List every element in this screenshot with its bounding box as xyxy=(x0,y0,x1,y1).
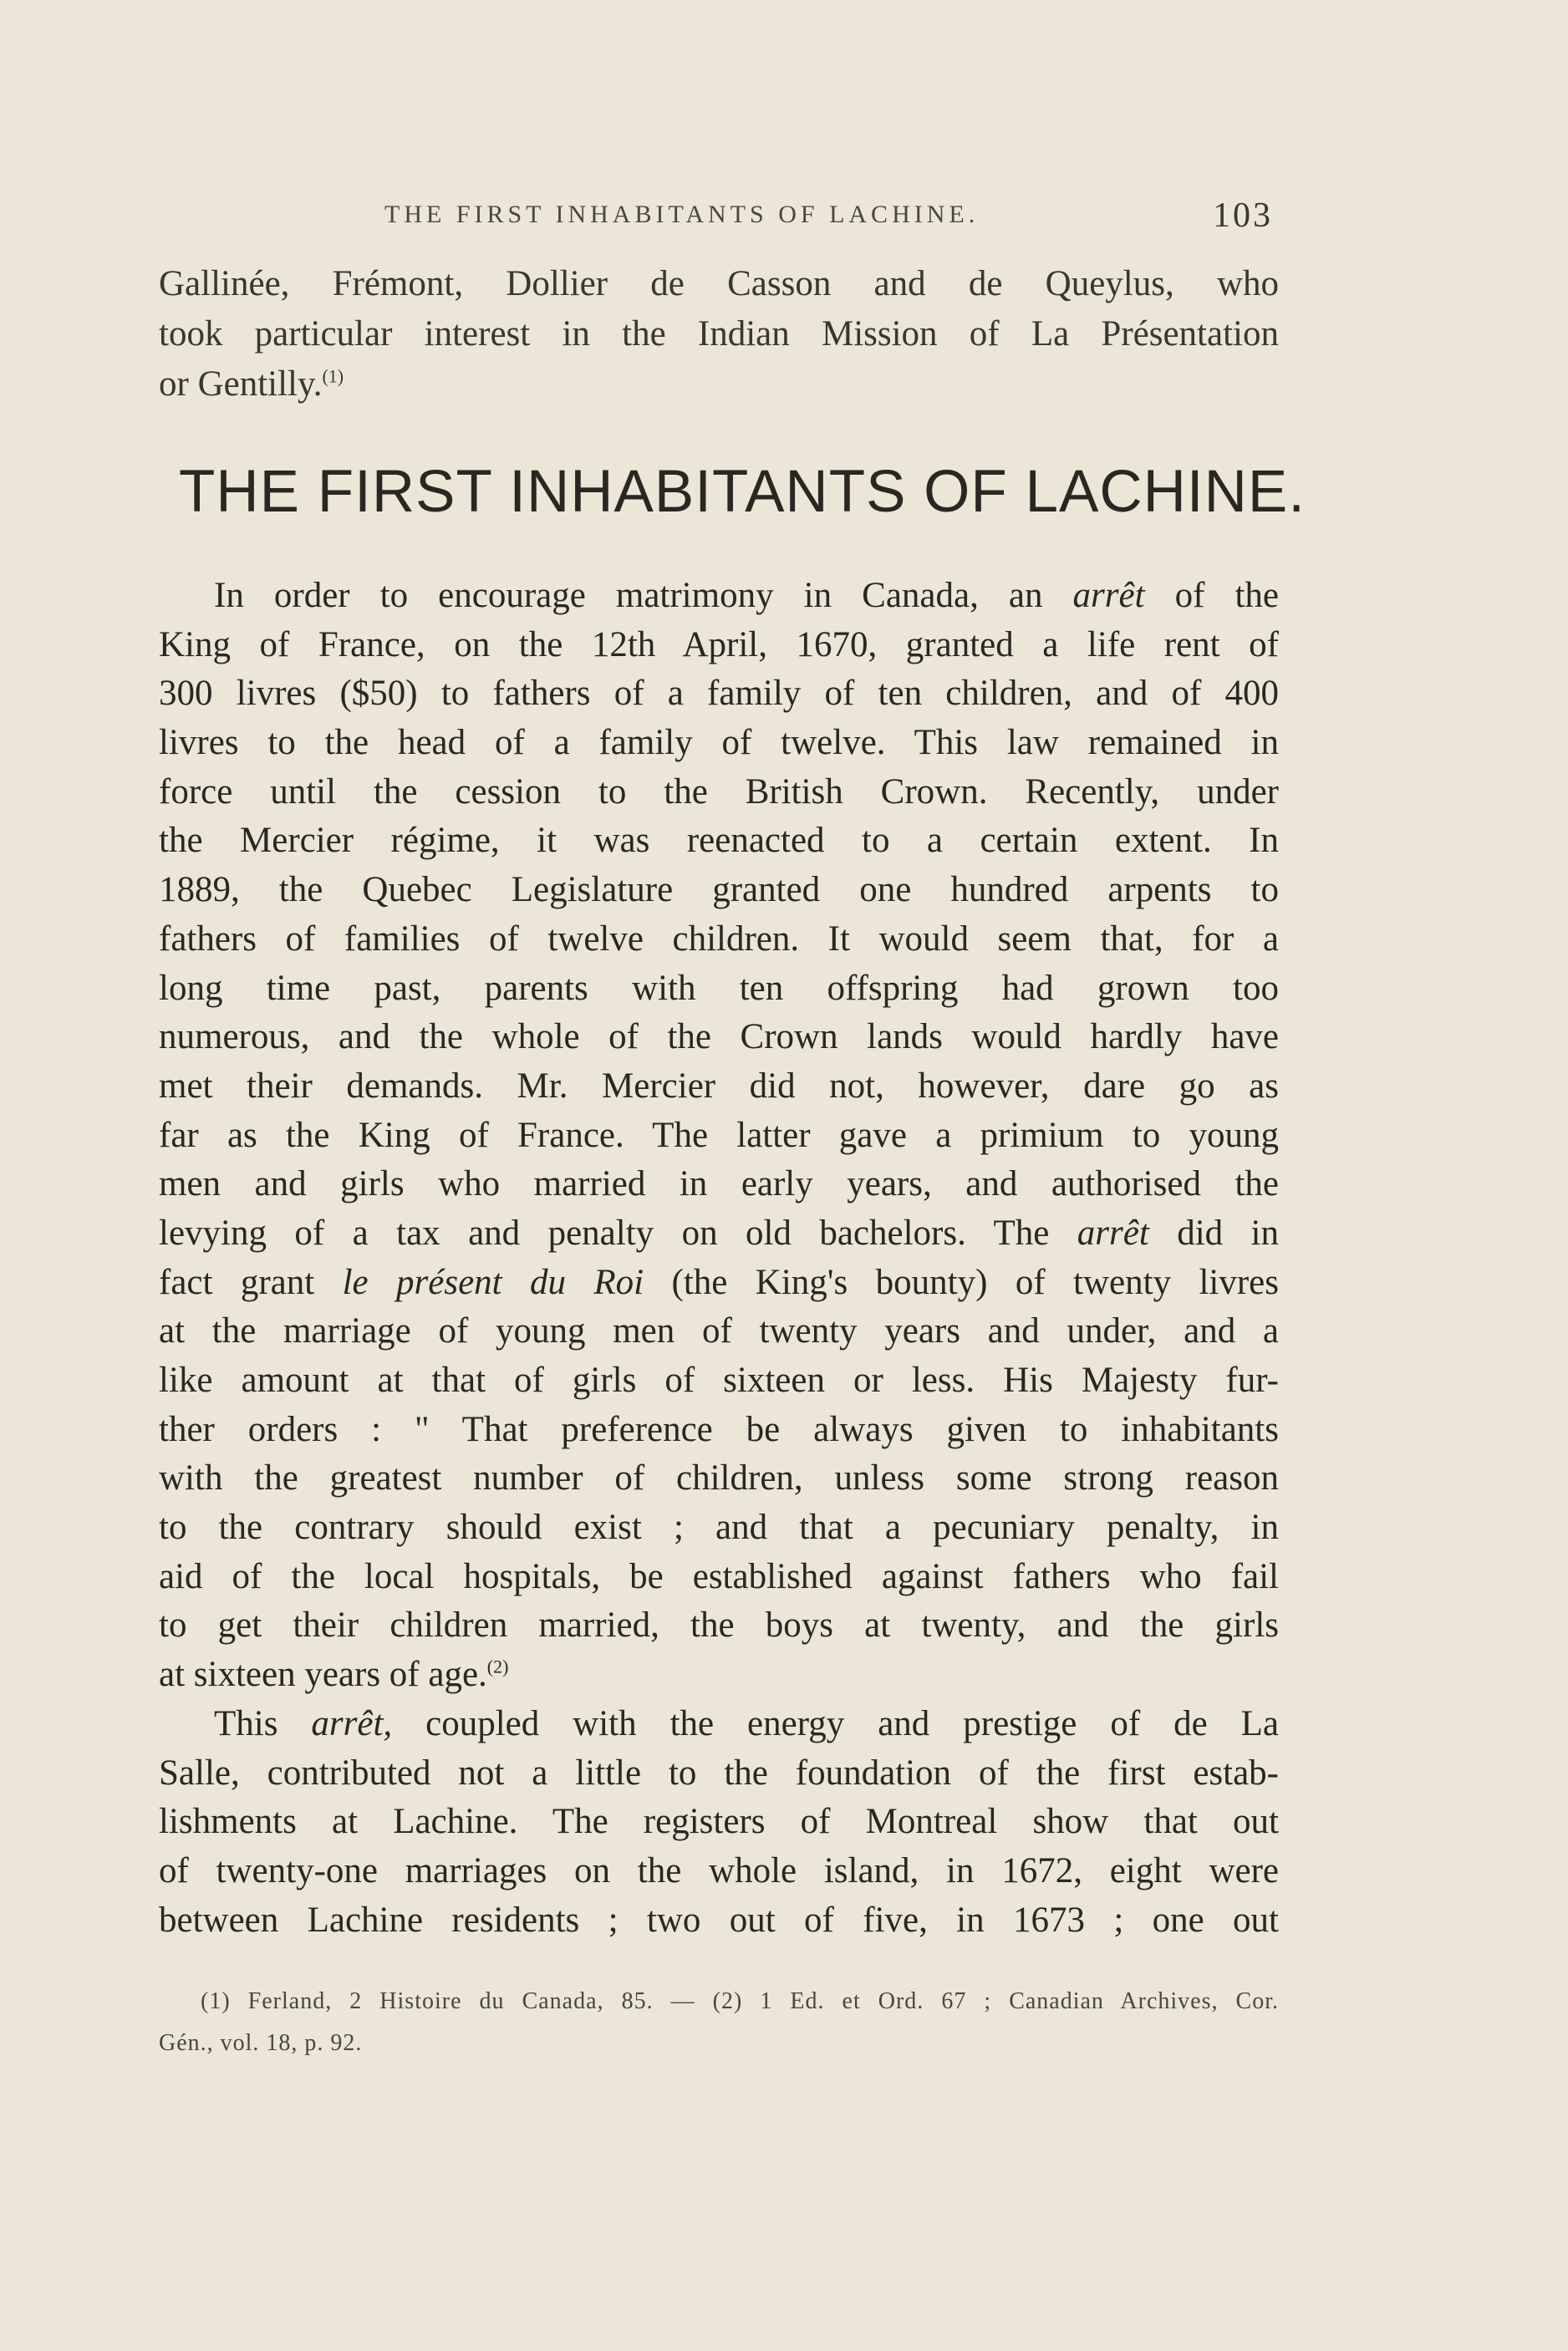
italic-term: arrêt, xyxy=(311,1703,393,1743)
footnote-line: Gén., vol. 18, p. 92. xyxy=(159,2030,363,2056)
running-head: THE FIRST INHABITANTS OF LACHINE. xyxy=(384,201,980,228)
paragraph-line: like amount at that of girls of sixteen or less. His Majesty fur- xyxy=(159,1361,1279,1400)
paragraph-line xyxy=(159,572,1279,621)
paragraph-line: King of France, on the 12th April, 1670, granted a life rent of xyxy=(159,624,1279,664)
footnote-ref-1: (1) xyxy=(322,365,344,387)
paragraph-line xyxy=(159,1259,1279,1308)
page-number: 103 xyxy=(1213,196,1273,235)
footnotes xyxy=(159,1981,1279,2064)
lead-line-text: or Gentilly. xyxy=(159,364,323,404)
body-text xyxy=(159,572,1279,1945)
line-text: of the xyxy=(1174,576,1279,615)
paragraph-line: numerous, and the whole of the Crown lands would hardly have xyxy=(159,1017,1279,1057)
lead-paragraph xyxy=(159,259,1279,410)
paragraph-line: livres to the head of a family of twelve. This law remained in xyxy=(159,723,1279,763)
paragraph-line: far as the King of France. The latter gave a primium to young xyxy=(159,1115,1279,1155)
line-text: (the King's bounty) of twenty livres xyxy=(671,1262,1279,1302)
line-text: levying of a tax and penalty on old bachelors. The xyxy=(159,1213,1050,1253)
italic-term: arrêt xyxy=(1072,576,1145,615)
lead-line: took particular interest in the Indian Mission of La Présentation xyxy=(159,314,1279,354)
footnote-line: (1) Ferland, 2 Histoire du Canada, 85. — (2) 1 Ed. et Ord. 67 ; Canadian Archives, Cor. xyxy=(201,1988,1279,2014)
paragraph-line: aid of the local hospitals, be established against fathers who fail xyxy=(159,1556,1279,1596)
paragraph-line: met their demands. Mr. Mercier did not, however, dare go as xyxy=(159,1066,1279,1106)
paragraph-line xyxy=(159,1209,1279,1259)
line-text: In order to encourage matrimony in Canada, an xyxy=(214,576,1043,615)
paragraph-line: lishments at Lachine. The registers of Montreal show that out xyxy=(159,1802,1279,1842)
paragraph-line: of twenty-one marriages on the whole island, in 1672, eight were xyxy=(159,1850,1279,1890)
paragraph-line: 1889, the Quebec Legislature granted one hundred arpents to xyxy=(159,870,1279,910)
paragraph-line xyxy=(159,1700,1279,1749)
line-text: coupled with the energy and prestige of de La xyxy=(425,1703,1279,1743)
lead-line xyxy=(159,359,1279,410)
paragraph-line: fathers of families of twelve children. It would seem that, for a xyxy=(159,919,1279,959)
paragraph-line: ther orders : " That preference be always given to inhabitants xyxy=(159,1409,1279,1449)
paragraph-line: long time past, parents with ten offspring had grown too xyxy=(159,968,1279,1008)
paragraph-line: men and girls who married in early years, and authorised the xyxy=(159,1164,1279,1204)
paragraph-line: force until the cession to the British Crown. Recently, under xyxy=(159,771,1279,812)
paragraph-line: Salle, contributed not a little to the foundation of the first estab- xyxy=(159,1753,1279,1793)
paragraph-line: the Mercier régime, it was reenacted to a certain extent. In xyxy=(159,821,1279,861)
paragraph-line: to get their children married, the boys at twenty, and the girls xyxy=(159,1605,1279,1646)
lead-line: Gallinée, Frémont, Dollier de Casson and de Queylus, who xyxy=(159,264,1279,303)
section-title: THE FIRST INHABITANTS OF LACHINE. xyxy=(179,459,1306,525)
italic-term: le présent du Roi xyxy=(342,1262,644,1302)
paragraph-line: at the marriage of young men of twenty years and under, and a xyxy=(159,1311,1279,1351)
paragraph-line: to the contrary should exist ; and that a pecuniary penalty, in xyxy=(159,1508,1279,1548)
paragraph-line: between Lachine residents ; two out of five, in 1673 ; one out xyxy=(159,1900,1279,1940)
paragraph-line xyxy=(159,1651,1279,1700)
footnote-ref-2: (2) xyxy=(486,1656,509,1677)
line-text: This xyxy=(214,1703,278,1743)
italic-term: arrêt xyxy=(1077,1213,1149,1253)
line-text: fact grant xyxy=(159,1262,315,1302)
paragraph-line: with the greatest number of children, unless some strong reason xyxy=(159,1458,1279,1499)
line-text: did in xyxy=(1177,1213,1279,1253)
paragraph-line: 300 livres ($50) to fathers of a family of ten children, and of 400 xyxy=(159,674,1279,714)
line-text: at sixteen years of age. xyxy=(159,1655,487,1695)
